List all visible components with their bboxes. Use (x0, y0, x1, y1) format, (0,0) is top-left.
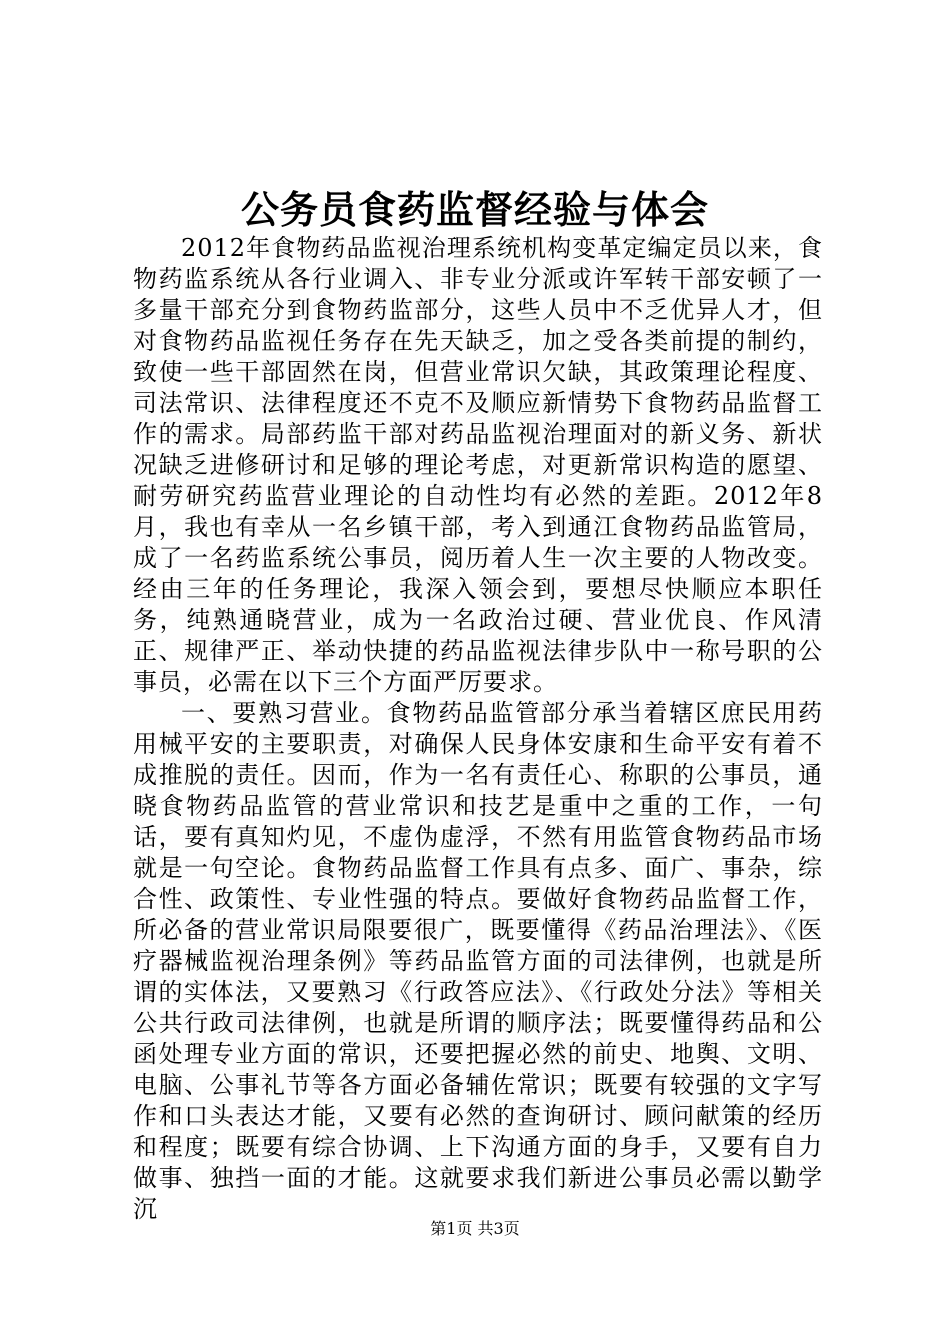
document-body (133, 233, 823, 1225)
paragraph-section-one: 一、要熟习营业。食物药品监管部分承当着辖区庶民用药用械平安的主要职责，对确保人民身体安康和生命平安有着不成推脱的责任。因而，作为一名有责任心、称职的公事员，通晓食物药品监管的营业常识和技艺是重中之重的工作，一句话，要有真知灼见，不虚伪虚浮，不然有用监管食物药品市场就是一句空论。食物药品监督工作具有点多、面广、事杂，综合性、政策性、专业性强的特点。要做好食物药品监督工作，所必备的营业常识局限要很广，既要懂得《药品治理法》、《医疗器械监视治理条例》等药品监管方面的司法律例，也就是所谓的实体法，又要熟习《行政答应法》、《行政处分法》等相关公共行政司法律例，也就是所谓的顺序法；既要懂得药品和公函处理专业方面的常识，还要把握必然的前史、地舆、文明、电脑、公事礼节等各方面必备辅佐常识；既要有较强的文字写作和口头表达才能，又要有必然的查询研讨、顾问献策的经历和程度；既要有综合协调、上下沟通方面的身手，又要有自力做事、独挡一面的才能。这就要求我们新进公事员必需以勤学沉 (133, 699, 823, 1223)
page-footer: 第1页 共3页 (430, 1219, 520, 1238)
document-title: 公务员食药监督经验与体会 (240, 187, 709, 232)
paragraph-intro: 2012年食物药品监视治理系统机构变革定编定员以来，食物药监系统从各行业调入、非专业分派或许军转干部安顿了一多量干部充分到食物药监部分，这些人员中不乏优异人才，但对食物药品监视任务存在先天缺乏，加之受各类前提的制约，致使一些干部固然在岗，但营业常识欠缺，其政策理论程度、司法常识、法律程度还不克不及顺应新情势下食物药品监督工作的需求。局部药监干部对药品监视治理面对的新义务、新状况缺乏进修研讨和足够的理论考虑，对更新常识构造的愿望、耐劳研究药监营业理论的自动性均有必然的差距。2012年8月，我也有幸从一名乡镇干部，考入到通江食物药品监管局，成了一名药监系统公事员，阅历着人生一次主要的人物改变。经由三年的任务理论，我深入领会到，要想尽快顺应本职任务，纯熟通晓营业，成为一名政治过硬、营业优良、作风清正、规律严正、举动快捷的药品监视法律步队中一称号职的公事员，必需在以下三个方面严厉要求。 (133, 234, 823, 696)
